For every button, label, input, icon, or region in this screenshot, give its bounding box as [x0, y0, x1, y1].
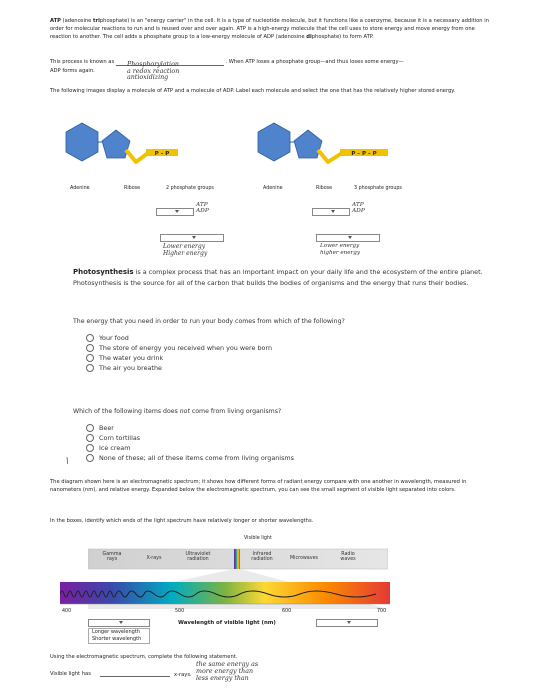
option-label: None of these; all of these items come from living organisms	[99, 454, 294, 462]
visible-band-icon	[234, 549, 240, 569]
atp-energy-options	[320, 243, 360, 257]
right-wavelength-dropdown[interactable]	[316, 619, 378, 627]
question2-options	[86, 423, 294, 463]
adp-energy-options	[163, 243, 207, 257]
dropdown-option[interactable]: Shorter wavelength	[92, 636, 142, 642]
radio-button[interactable]	[86, 424, 94, 432]
known-as-line	[50, 58, 496, 66]
chevron-down-icon	[192, 236, 196, 239]
hw-option: Lower energy	[163, 243, 206, 250]
atp-intro-text: (adenosine	[60, 18, 94, 24]
hw-option: the same energy as	[196, 661, 259, 668]
question2-prompt-em: not	[179, 408, 190, 415]
atp-energy-dropdown[interactable]	[316, 234, 380, 242]
chevron-down-icon	[119, 621, 123, 624]
radio-button[interactable]	[86, 364, 94, 372]
question2-prompt	[73, 408, 281, 415]
question1-prompt: The energy that you need in order to run your body comes from which of the following?	[73, 318, 345, 325]
hw-option: less energy than	[196, 675, 249, 683]
ribose-pentagon-icon	[102, 130, 130, 158]
radio-option[interactable]	[86, 443, 294, 453]
phosphate-chain-label: P – P – P	[351, 151, 377, 157]
band-microwaves-label: Microwaves	[289, 556, 319, 561]
radio-option[interactable]	[86, 433, 294, 443]
phosphate-chain-label: P – P	[154, 151, 170, 157]
hw-option: a redox reaction	[127, 67, 180, 75]
visible-light-strip	[60, 580, 390, 610]
tri-bold: tri	[93, 18, 100, 24]
adp-handwritten-options	[196, 202, 209, 214]
completion-handwritten-options	[196, 661, 258, 683]
di-bold: di	[306, 34, 312, 41]
tick-400: 400	[62, 609, 72, 614]
tick-700: 700	[377, 609, 387, 614]
hw-option: antioxidizing	[127, 74, 169, 81]
hw-option: Higher energy	[163, 250, 208, 257]
photosynthesis-bold: Photosynthesis	[73, 268, 134, 276]
spectrum-instruction: In the boxes, identify which ends of the light spectrum have relatively longer or shorter wavelengths.	[50, 518, 314, 524]
adp-molecule-diagram	[58, 120, 218, 180]
ribose-label: Ribose	[124, 186, 141, 191]
left-wavelength-dropdown[interactable]	[88, 619, 150, 627]
photosynthesis-text: is a complex process that has an important impact on your daily life and the ecosystem of the entire planet. Photosynthesis is the source for all of the carbon that builds the bodies of organisms and the energy that runs their bodies.	[73, 268, 483, 287]
statement-blank[interactable]	[100, 676, 170, 677]
radio-option[interactable]	[86, 333, 272, 343]
molecule-instruction: The following images display a molecule of ATP and a molecule of ADP. Label each molecule and select the one that has the relatively higher stored energy.	[50, 88, 456, 94]
radio-option[interactable]	[86, 423, 294, 433]
hw-option: higher energy	[320, 250, 360, 256]
adp-forms-again: ADP forms again.	[50, 68, 95, 74]
radio-button[interactable]	[86, 434, 94, 442]
completion-instruction: Using the electromagnetic spectrum, complete the following statement.	[50, 654, 238, 660]
adenine-hexagon-icon	[66, 123, 98, 161]
atp-intro-paragraph	[50, 17, 496, 42]
question2-prompt-b: come from living organisms?	[189, 408, 282, 415]
hw-option: ADP	[196, 208, 209, 214]
ribose-label: Ribose	[316, 186, 333, 191]
option-label: Beer	[99, 424, 114, 432]
left-wavelength-options	[88, 628, 150, 644]
option-label: The water you drink	[99, 354, 164, 362]
option-label: The air you breathe	[99, 364, 162, 372]
hw-option: Lower energy	[320, 243, 360, 249]
question1-options	[86, 333, 272, 373]
photosynthesis-paragraph	[73, 267, 513, 289]
band-radio-label: Radio waves	[340, 552, 356, 562]
handwritten-mark: \	[66, 456, 69, 465]
adenine-label: Adenine	[70, 186, 90, 191]
band-infrared-label: Infrared radiation	[251, 552, 273, 562]
wavelength-axis-label: Wavelength of visible light (nm)	[178, 620, 276, 626]
known-as-after-text: . When ATP loses a phosphate group—and thus loses some energy—	[225, 59, 404, 65]
radio-option[interactable]	[86, 363, 272, 373]
statement-mid: x-rays.	[174, 672, 192, 678]
process-handwritten-options	[127, 62, 179, 82]
chevron-down-icon	[348, 236, 352, 239]
phosphate-groups-label: 3 phosphate groups	[354, 186, 402, 191]
hw-option: ADP	[352, 208, 365, 214]
option-label: Ice cream	[99, 444, 131, 452]
band-xray-label: X-rays	[146, 556, 162, 561]
atp-molecule-diagram	[250, 120, 430, 180]
visible-light-label: Visible light	[244, 536, 272, 541]
radio-button[interactable]	[86, 344, 94, 352]
tick-600: 600	[282, 609, 292, 614]
atp-label-dropdown[interactable]	[312, 208, 350, 216]
question2-prompt-a: Which of the following items does	[73, 408, 180, 415]
adp-energy-dropdown[interactable]	[160, 234, 224, 242]
known-as-text: This process is known as	[50, 59, 115, 65]
radio-option[interactable]	[86, 453, 294, 463]
radio-button[interactable]	[86, 454, 94, 462]
radio-option[interactable]	[86, 353, 272, 363]
atp-bold: ATP	[50, 18, 61, 24]
chevron-down-icon	[347, 621, 351, 624]
radio-button[interactable]	[86, 354, 94, 362]
adp-label-dropdown[interactable]	[156, 208, 194, 216]
spectrum-intro-paragraph: The diagram shown here is an electromagnetic spectrum; it shows how different forms of radiant energy compare with one another in wavelength, measured in nanometers (nm), and relative energy. Expanded below the electromagnetic spectrum, you can see the small segment of visible light separated into colors.	[50, 479, 467, 494]
tick-500: 500	[175, 609, 185, 614]
chevron-down-icon	[175, 210, 179, 213]
atp-intro-text-2: phosphate) is an "energy carrier" in the cell. It is a type of nucleotide molecule, but it functions like a coenzyme, because it is a necessary addition in order for molecular reactions to run and is reused over and over again. ATP is a high-energy molecule that the cell uses to store energy and move energy from one reaction to another. The cell adds a phosphate group to a low-energy molecule of ADP (adenosine	[50, 18, 489, 41]
dropdown-option[interactable]: Longer wavelength	[92, 629, 140, 635]
adenine-label: Adenine	[263, 186, 283, 191]
statement-start: Visible light has	[50, 671, 91, 677]
radio-button[interactable]	[86, 334, 94, 342]
atp-handwritten-options	[352, 202, 365, 214]
hw-option: ATP	[352, 202, 364, 208]
option-label: The store of energy you received when you were born	[99, 344, 273, 352]
chevron-down-icon	[331, 210, 335, 213]
atp-intro-text-3: phosphate) to form ATP.	[311, 34, 374, 41]
option-label: Corn tortillas	[99, 434, 141, 442]
phosphate-groups-label: 2 phosphate groups	[166, 186, 214, 191]
radio-button[interactable]	[86, 444, 94, 452]
hw-option: Phosphorylation	[127, 61, 179, 68]
option-label: Your food	[99, 334, 129, 342]
band-uv-label: Ultraviolet radiation	[185, 552, 211, 562]
radio-option[interactable]	[86, 343, 272, 353]
ribose-pentagon-icon	[294, 130, 322, 158]
hw-option: ATP	[196, 202, 208, 208]
adenine-hexagon-icon	[258, 123, 290, 161]
hw-option: more energy than	[196, 668, 254, 676]
band-gamma-label: Gamma rays	[102, 552, 122, 562]
